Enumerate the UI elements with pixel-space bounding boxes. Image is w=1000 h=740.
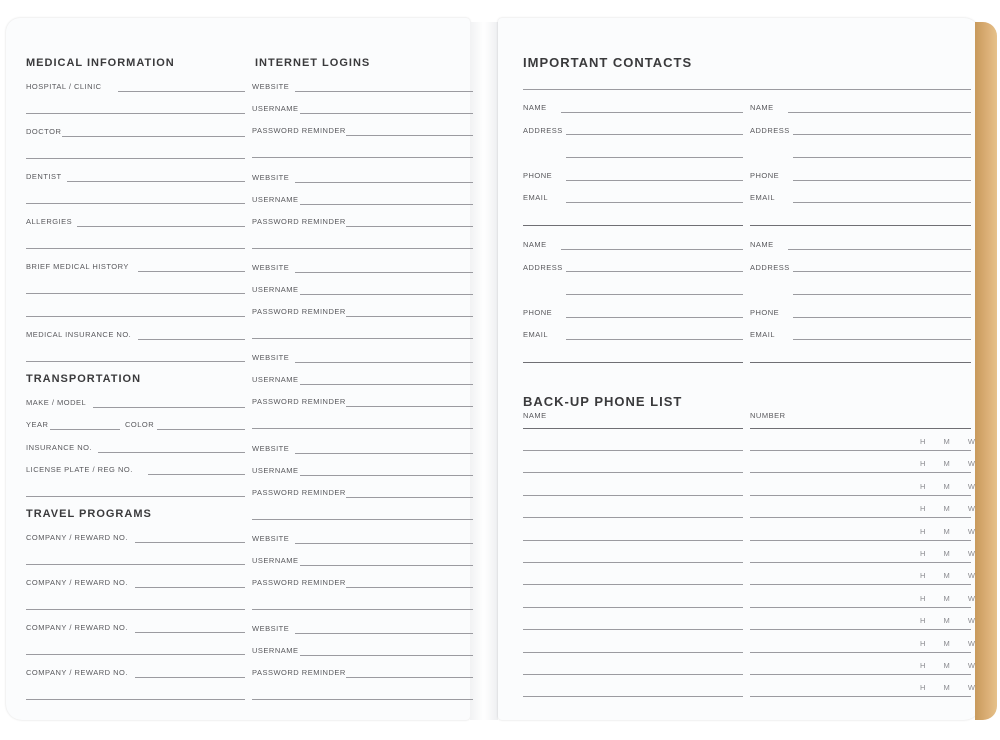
contact-a2-name-line[interactable] bbox=[788, 112, 971, 113]
mobile-marker[interactable]: M bbox=[943, 549, 951, 558]
writing-line[interactable] bbox=[26, 699, 245, 700]
username-1-line[interactable] bbox=[300, 113, 473, 114]
medical-insurance-label: MEDICAL INSURANCE NO. bbox=[26, 330, 132, 339]
website-4-line[interactable] bbox=[295, 362, 473, 363]
mobile-marker[interactable]: M bbox=[943, 683, 951, 693]
hmw-indicator bbox=[920, 594, 976, 603]
home-marker[interactable]: H bbox=[920, 683, 927, 693]
writing-line[interactable] bbox=[26, 564, 245, 565]
contact-a1-name-line[interactable] bbox=[561, 112, 743, 113]
password-reminder-4-line[interactable] bbox=[346, 406, 473, 407]
writing-line[interactable] bbox=[252, 699, 473, 700]
hmw-indicator bbox=[920, 527, 976, 536]
home-marker[interactable]: H bbox=[920, 549, 927, 558]
contact-b2-address-label: ADDRESS bbox=[750, 263, 790, 272]
allergies-label: ALLERGIES bbox=[26, 217, 73, 226]
hmw-indicator bbox=[920, 571, 976, 580]
important-contacts-heading: IMPORTANT CONTACTS bbox=[523, 55, 693, 70]
website-1-line[interactable] bbox=[295, 91, 473, 92]
notebook-spine bbox=[470, 22, 498, 720]
year-label: YEAR bbox=[26, 420, 49, 429]
writing-line[interactable] bbox=[252, 519, 473, 520]
backup-header-rule[interactable] bbox=[750, 428, 971, 429]
password-reminder-6-label: PASSWORD REMINDER bbox=[252, 578, 346, 587]
backup-name-line-7[interactable] bbox=[523, 584, 743, 585]
contact-b1-email-line[interactable] bbox=[566, 339, 743, 340]
company-reward-no-3-label: COMPANY / REWARD NO. bbox=[26, 623, 128, 632]
color-line[interactable] bbox=[157, 429, 245, 430]
doctor-line[interactable] bbox=[62, 136, 245, 137]
contact-b1-bottom-rule[interactable] bbox=[523, 362, 743, 363]
color-label: COLOR bbox=[125, 420, 155, 429]
username-4-label: USERNAME bbox=[252, 375, 299, 384]
contact-b2-email-label: EMAIL bbox=[750, 330, 776, 339]
hmw-indicator bbox=[920, 549, 976, 558]
username-1-label: USERNAME bbox=[252, 104, 299, 113]
website-6-line[interactable] bbox=[295, 633, 473, 634]
contact-b1-phone-line[interactable] bbox=[566, 317, 743, 318]
brief-medical-history-line[interactable] bbox=[138, 271, 245, 272]
mobile-marker[interactable]: M bbox=[943, 571, 951, 581]
contact-a2-email-label: EMAIL bbox=[750, 193, 776, 202]
hmw-indicator bbox=[920, 459, 976, 468]
home-marker[interactable]: H bbox=[920, 481, 927, 491]
insurance-no-line[interactable] bbox=[98, 452, 245, 453]
year-line[interactable] bbox=[50, 429, 120, 430]
contact-a2-address-line[interactable] bbox=[793, 134, 971, 135]
home-marker[interactable]: H bbox=[920, 638, 927, 648]
backup-number-line-11[interactable] bbox=[750, 674, 971, 675]
website-6-label: WEBSITE bbox=[252, 534, 290, 543]
backup-name-line-5[interactable] bbox=[523, 540, 743, 541]
writing-line[interactable] bbox=[26, 203, 245, 204]
contact-b1-phone-label: PHONE bbox=[523, 308, 553, 317]
username-6-label: USERNAME bbox=[252, 556, 299, 565]
contact-a2-phone-label: PHONE bbox=[750, 171, 780, 180]
left-notebook-page bbox=[6, 18, 470, 720]
cover-edge bbox=[975, 22, 997, 720]
username-4-line[interactable] bbox=[300, 384, 473, 385]
transportation-heading: TRANSPORTATION bbox=[26, 373, 142, 385]
password-reminder-5-label: PASSWORD REMINDER bbox=[252, 488, 346, 497]
number-column-header: NUMBER bbox=[750, 411, 786, 420]
backup-number-line-2[interactable] bbox=[750, 472, 971, 473]
contact-a2-address-line-2[interactable] bbox=[793, 157, 971, 158]
hmw-indicator bbox=[920, 661, 976, 670]
website-3-line[interactable] bbox=[295, 272, 473, 273]
username-6-line[interactable] bbox=[300, 655, 473, 656]
company-reward-no-4-line[interactable] bbox=[135, 677, 245, 678]
password-reminder-6-label: PASSWORD REMINDER bbox=[252, 668, 346, 677]
username-3-label: USERNAME bbox=[252, 285, 299, 294]
backup-name-line-10[interactable] bbox=[523, 652, 743, 653]
mobile-marker[interactable]: M bbox=[943, 459, 951, 469]
contact-a1-email-label: EMAIL bbox=[523, 193, 549, 202]
password-reminder-4-label: PASSWORD REMINDER bbox=[252, 397, 346, 406]
mobile-marker[interactable]: M bbox=[943, 616, 951, 626]
contact-a1-email-line[interactable] bbox=[566, 202, 743, 203]
dentist-label: DENTIST bbox=[26, 172, 62, 181]
backup-name-line-6[interactable] bbox=[523, 562, 743, 563]
contact-a1-phone-line[interactable] bbox=[566, 180, 743, 181]
license-plate-line[interactable] bbox=[148, 474, 245, 475]
contact-a1-address-label: ADDRESS bbox=[523, 126, 563, 135]
contact-a2-address-label: ADDRESS bbox=[750, 126, 790, 135]
contact-a1-phone-label: PHONE bbox=[523, 171, 553, 180]
website-2-line[interactable] bbox=[295, 182, 473, 183]
mobile-marker[interactable]: M bbox=[943, 593, 951, 603]
brief-medical-history-label: BRIEF MEDICAL HISTORY bbox=[26, 262, 129, 271]
website-5-line[interactable] bbox=[295, 453, 473, 454]
doctor-label: DOCTOR bbox=[26, 127, 62, 136]
contact-a1-address-line[interactable] bbox=[566, 134, 743, 135]
hmw-indicator bbox=[920, 616, 976, 625]
travel-programs-heading: TRAVEL PROGRAMS bbox=[26, 508, 152, 520]
work-marker[interactable]: W bbox=[967, 571, 976, 581]
writing-line[interactable] bbox=[252, 428, 473, 429]
contact-b2-phone-line[interactable] bbox=[793, 317, 971, 318]
right-notebook-page bbox=[498, 18, 980, 720]
medical-information-heading: MEDICAL INFORMATION bbox=[26, 57, 175, 69]
work-marker[interactable]: W bbox=[967, 593, 976, 603]
work-marker[interactable]: W bbox=[967, 683, 976, 693]
contact-a1-bottom-rule[interactable] bbox=[523, 225, 743, 226]
backup-name-line-9[interactable] bbox=[523, 629, 743, 630]
password-reminder-2-label: PASSWORD REMINDER bbox=[252, 217, 346, 226]
mobile-marker[interactable]: M bbox=[943, 526, 951, 536]
contact-b1-address-label: ADDRESS bbox=[523, 263, 563, 272]
internet-logins-heading: INTERNET LOGINS bbox=[255, 57, 371, 69]
home-marker[interactable]: H bbox=[920, 661, 927, 670]
backup-name-line-3[interactable] bbox=[523, 495, 743, 496]
contacts-heading-rule[interactable] bbox=[523, 89, 971, 90]
mobile-marker[interactable]: M bbox=[943, 661, 951, 670]
name-column-header: NAME bbox=[523, 411, 547, 420]
contact-b2-email-line[interactable] bbox=[793, 339, 971, 340]
backup-name-line-2[interactable] bbox=[523, 472, 743, 473]
backup-number-line-7[interactable] bbox=[750, 584, 971, 585]
home-marker[interactable]: H bbox=[920, 526, 927, 536]
writing-line[interactable] bbox=[26, 316, 245, 317]
mobile-marker[interactable]: M bbox=[943, 437, 951, 446]
contact-b1-email-label: EMAIL bbox=[523, 330, 549, 339]
username-5-label: USERNAME bbox=[252, 466, 299, 475]
contact-b2-address-line-2[interactable] bbox=[793, 294, 971, 295]
make-model-label: MAKE / MODEL bbox=[26, 398, 87, 407]
backup-phone-list-heading: BACK-UP PHONE LIST bbox=[523, 394, 683, 409]
work-marker[interactable]: W bbox=[967, 459, 976, 469]
writing-line[interactable] bbox=[252, 609, 473, 610]
contact-a2-email-line[interactable] bbox=[793, 202, 971, 203]
contact-a1-name-label: NAME bbox=[523, 103, 547, 112]
website-5-label: WEBSITE bbox=[252, 444, 290, 453]
writing-line[interactable] bbox=[26, 158, 245, 159]
writing-line[interactable] bbox=[252, 338, 473, 339]
password-reminder-1-label: PASSWORD REMINDER bbox=[252, 126, 346, 135]
website-4-label: WEBSITE bbox=[252, 353, 290, 362]
work-marker[interactable]: W bbox=[967, 616, 976, 626]
backup-number-line-4[interactable] bbox=[750, 517, 971, 518]
hmw-indicator bbox=[920, 504, 976, 513]
website-6-label: WEBSITE bbox=[252, 624, 290, 633]
backup-number-line-10[interactable] bbox=[750, 652, 971, 653]
work-marker[interactable]: W bbox=[967, 526, 976, 536]
hmw-indicator bbox=[920, 437, 976, 446]
home-marker[interactable]: H bbox=[920, 616, 927, 626]
username-6-line[interactable] bbox=[300, 565, 473, 566]
backup-header-rule[interactable] bbox=[523, 428, 743, 429]
backup-name-line-4[interactable] bbox=[523, 517, 743, 518]
work-marker[interactable]: W bbox=[967, 481, 976, 491]
website-1-label: WEBSITE bbox=[252, 82, 290, 91]
hmw-indicator bbox=[920, 639, 976, 648]
hmw-indicator bbox=[920, 683, 976, 692]
company-reward-no-4-label: COMPANY / REWARD NO. bbox=[26, 668, 128, 677]
website-3-label: WEBSITE bbox=[252, 263, 290, 272]
home-marker[interactable]: H bbox=[920, 504, 927, 514]
mobile-marker[interactable]: M bbox=[943, 504, 951, 514]
writing-line[interactable] bbox=[26, 496, 245, 497]
contact-a2-phone-line[interactable] bbox=[793, 180, 971, 181]
backup-number-line-6[interactable] bbox=[750, 562, 971, 563]
backup-number-line-1[interactable] bbox=[750, 450, 971, 451]
work-marker[interactable]: W bbox=[967, 437, 976, 446]
hospital-clinic-line[interactable] bbox=[118, 91, 245, 92]
writing-line[interactable] bbox=[26, 609, 245, 610]
backup-number-line-8[interactable] bbox=[750, 607, 971, 608]
password-reminder-3-label: PASSWORD REMINDER bbox=[252, 307, 346, 316]
contact-b2-name-label: NAME bbox=[750, 240, 774, 249]
home-marker[interactable]: H bbox=[920, 459, 927, 469]
password-reminder-2-line[interactable] bbox=[346, 226, 473, 227]
contact-b2-name-line[interactable] bbox=[788, 249, 971, 250]
backup-number-line-12[interactable] bbox=[750, 696, 971, 697]
contact-b2-phone-label: PHONE bbox=[750, 308, 780, 317]
writing-line[interactable] bbox=[252, 248, 473, 249]
home-marker[interactable]: H bbox=[920, 437, 927, 446]
contact-b1-address-line-2[interactable] bbox=[566, 294, 743, 295]
company-reward-no-2-line[interactable] bbox=[135, 587, 245, 588]
contact-b1-address-line[interactable] bbox=[566, 271, 743, 272]
writing-line[interactable] bbox=[26, 248, 245, 249]
contact-b2-address-line[interactable] bbox=[793, 271, 971, 272]
username-6-label: USERNAME bbox=[252, 646, 299, 655]
username-5-line[interactable] bbox=[300, 475, 473, 476]
company-reward-no-2-label: COMPANY / REWARD NO. bbox=[26, 578, 128, 587]
work-marker[interactable]: W bbox=[967, 549, 976, 558]
company-reward-no-1-label: COMPANY / REWARD NO. bbox=[26, 533, 128, 542]
company-reward-no-3-line[interactable] bbox=[135, 632, 245, 633]
backup-number-line-9[interactable] bbox=[750, 629, 971, 630]
work-marker[interactable]: W bbox=[967, 638, 976, 648]
password-reminder-1-line[interactable] bbox=[346, 135, 473, 136]
mobile-marker[interactable]: M bbox=[943, 481, 951, 491]
work-marker[interactable]: W bbox=[967, 504, 976, 514]
writing-line[interactable] bbox=[26, 293, 245, 294]
home-marker[interactable]: H bbox=[920, 571, 927, 581]
contact-b2-bottom-rule[interactable] bbox=[750, 362, 971, 363]
username-2-line[interactable] bbox=[300, 204, 473, 205]
website-2-label: WEBSITE bbox=[252, 173, 290, 182]
contact-b1-name-label: NAME bbox=[523, 240, 547, 249]
home-marker[interactable]: H bbox=[920, 593, 927, 603]
make-model-line[interactable] bbox=[93, 407, 245, 408]
username-2-label: USERNAME bbox=[252, 195, 299, 204]
mobile-marker[interactable]: M bbox=[943, 638, 951, 648]
contact-b1-name-line[interactable] bbox=[561, 249, 743, 250]
allergies-line[interactable] bbox=[77, 226, 245, 227]
writing-line[interactable] bbox=[26, 113, 245, 114]
hmw-indicator bbox=[920, 482, 976, 491]
hospital-clinic-label: HOSPITAL / CLINIC bbox=[26, 82, 102, 91]
work-marker[interactable]: W bbox=[967, 661, 976, 670]
insurance-no-label: INSURANCE NO. bbox=[26, 443, 93, 452]
company-reward-no-1-line[interactable] bbox=[135, 542, 245, 543]
contact-a1-address-line-2[interactable] bbox=[566, 157, 743, 158]
license-plate-label: LICENSE PLATE / REG NO. bbox=[26, 465, 133, 474]
writing-line[interactable] bbox=[26, 361, 245, 362]
contact-a2-bottom-rule[interactable] bbox=[750, 225, 971, 226]
username-3-line[interactable] bbox=[300, 294, 473, 295]
contact-a2-name-label: NAME bbox=[750, 103, 774, 112]
dentist-line[interactable] bbox=[67, 181, 245, 182]
backup-name-line-1[interactable] bbox=[523, 450, 743, 451]
password-reminder-3-line[interactable] bbox=[346, 316, 473, 317]
password-reminder-5-line[interactable] bbox=[346, 497, 473, 498]
medical-insurance-line[interactable] bbox=[138, 339, 245, 340]
password-reminder-6-line[interactable] bbox=[346, 677, 473, 678]
backup-number-line-3[interactable] bbox=[750, 495, 971, 496]
backup-number-line-5[interactable] bbox=[750, 540, 971, 541]
website-6-line[interactable] bbox=[295, 543, 473, 544]
password-reminder-6-line[interactable] bbox=[346, 587, 473, 588]
backup-name-line-8[interactable] bbox=[523, 607, 743, 608]
backup-name-line-12[interactable] bbox=[523, 696, 743, 697]
writing-line[interactable] bbox=[26, 654, 245, 655]
writing-line[interactable] bbox=[252, 157, 473, 158]
backup-name-line-11[interactable] bbox=[523, 674, 743, 675]
